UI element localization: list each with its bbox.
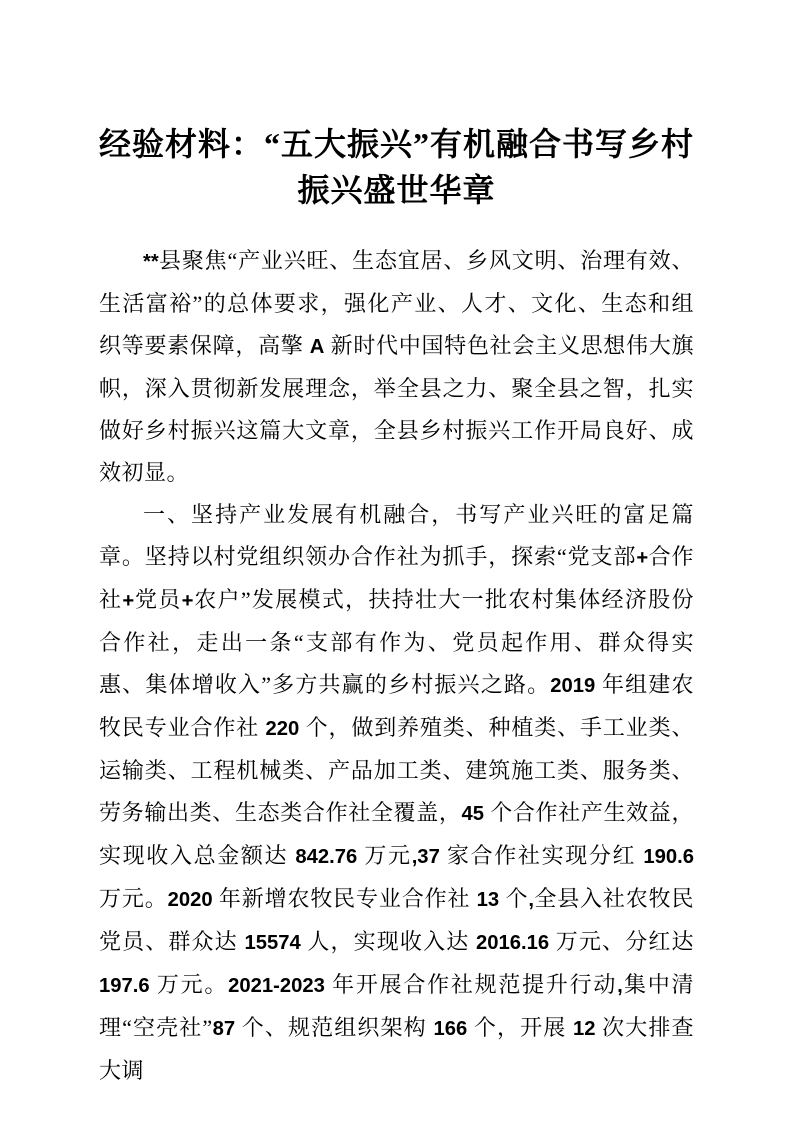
paragraph-intro: **县聚焦“产业兴旺、生态宜居、乡风文明、治理有效、生活富裕”的总体要求，强化产业、人才、文化、生态和组织等要素保障，高擎 A 新时代中国特色社会主义思想伟大旗帜，深入贯彻新发展理念，举全县之力、聚全县之智，扎实做好乡村振兴这篇大文章，全县乡村振兴工作开局良好、成效初显。 xyxy=(99,248,694,485)
document-title-line-2: 振兴盛世华章 xyxy=(297,172,496,208)
document-title xyxy=(99,121,694,213)
document-title-line-1: 经验材料：“五大振兴”有机融合书写乡村 xyxy=(99,126,695,162)
paragraph-section-1: 一、坚持产业发展有机融合，书写产业兴旺的富足篇章。坚持以村党组织领办合作社为抓手，探索“党支部+合作社+党员+农户”发展模式，扶持壮大一批农村集体经济股份合作社，走出一条“支部有作为、党员起作用、群众得实惠、集体增收入”多方共赢的乡村振兴之路。2019 年组建农牧民专业合作社 220 个，做到养殖类、种植类、手工业类、运输类、工程机械类、产品加工类、建筑施工类、服务类、劳务输出类、生态类合作社全覆盖，45 个合作社产生效益，实现收入总金额达 842.76 万元,37 家合作社实现分红 190.6 万元。2020 年新增农牧民专业合作社 13 个,全县入社农牧民党员、群众达 15574 人，实现收入达 2016.16 万元、分红达 197.6 万元。2021-2023 年开展合作社规范提升行动,集中清理“空壳社”87 个、规范组织架构 166 个，开展 12 次大排查大调 xyxy=(99,502,694,1083)
document-body xyxy=(99,240,694,1092)
